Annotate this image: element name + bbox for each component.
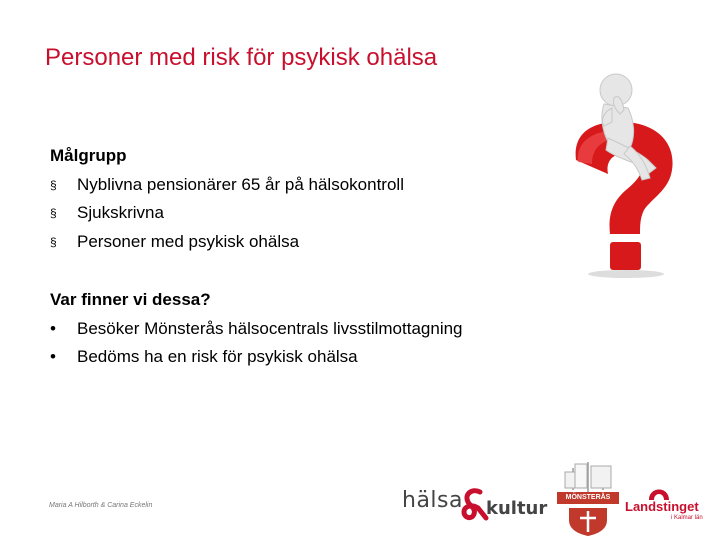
thinking-figure-question-mark-illustration (548, 68, 698, 278)
list-item (50, 343, 463, 372)
question-mark-dot (610, 242, 641, 270)
halsa-kultur-logo (402, 486, 552, 522)
bullet-icon: • (50, 318, 56, 338)
list-item (50, 228, 404, 257)
landstinget-logo (625, 482, 717, 528)
halsa-word: hälsa (402, 488, 463, 513)
landstinget-sub: i Kalmar län (671, 515, 703, 521)
list-item (50, 199, 404, 228)
list-item-text: Sjukskrivna (77, 203, 164, 222)
slide-title: Personer med risk för psykisk ohälsa (45, 44, 438, 71)
where-section (50, 286, 463, 372)
list-item-text: Bedöms ha en risk för psykisk ohälsa (77, 347, 358, 366)
list-item-text: Personer med psykisk ohälsa (77, 231, 300, 251)
where-heading: Var finner vi dessa? (50, 290, 211, 309)
list-item-text: Besöker Mönsterås hälsocentrals livsstilmottagning (77, 318, 463, 338)
bullet-icon: § (50, 206, 57, 220)
bullet-icon: § (50, 177, 57, 192)
monsteras-banner: MÖNSTERÅS (557, 492, 619, 504)
list-item (50, 171, 404, 200)
landstinget-arch-icon (625, 482, 717, 500)
target-group-section (50, 142, 404, 256)
bullet-icon: • (50, 347, 56, 366)
target-group-heading: Målgrupp (50, 146, 127, 165)
bullet-icon: § (50, 234, 57, 249)
kultur-word: kultur (486, 498, 548, 519)
monsteras-logo (553, 458, 623, 538)
landstinget-name: Landstinget (625, 499, 699, 514)
list-item-text: Nyblivna pensionärer 65 år på hälsokontroll (77, 174, 404, 194)
list-item (50, 315, 463, 344)
footer-credit: Maria A Hilborth & Carina Eckelin (49, 502, 153, 509)
